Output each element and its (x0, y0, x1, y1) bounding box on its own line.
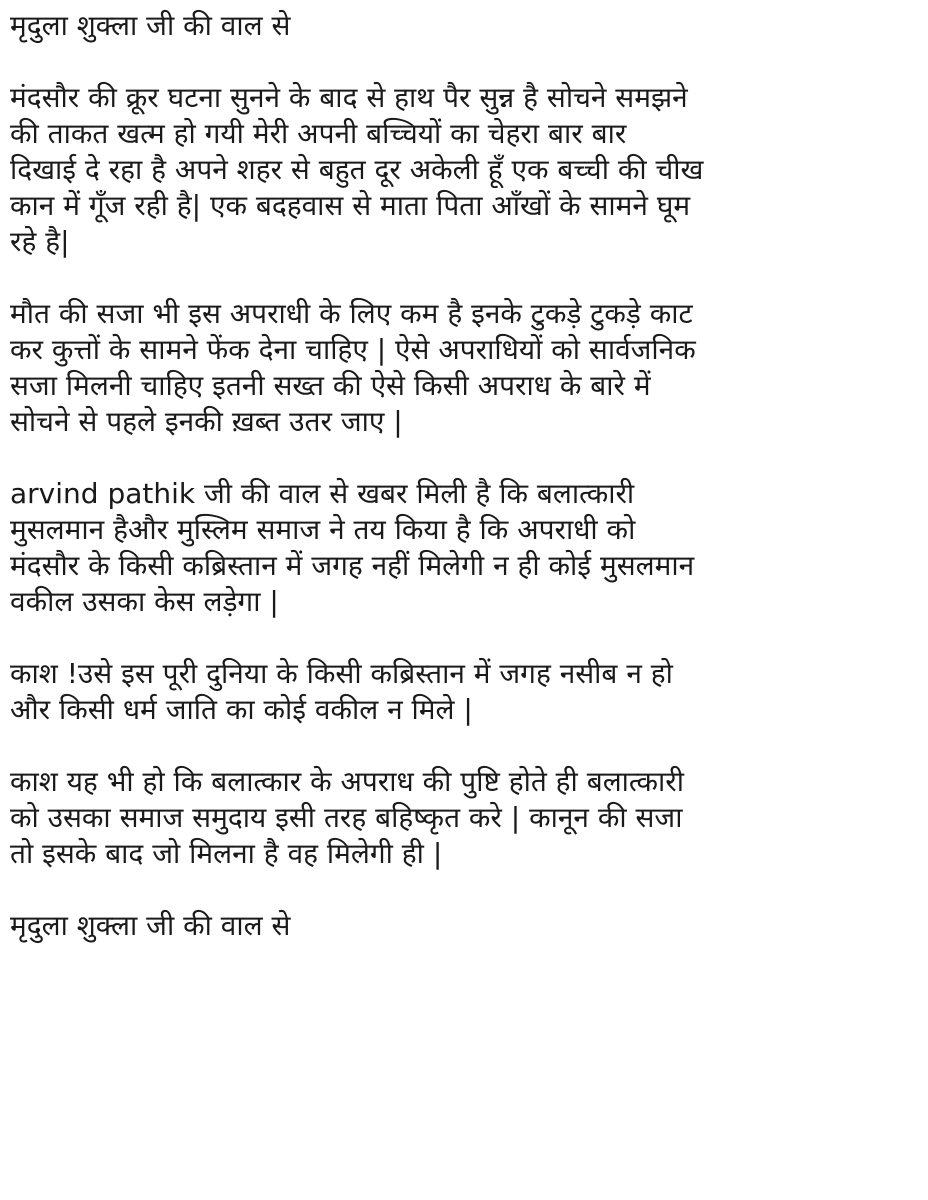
paragraph-gap (10, 872, 922, 908)
paragraph-3 (10, 476, 922, 620)
text-line: कर कुत्तों के सामने फेंक देना चाहिए | ऐसे अपराधियों को सार्वजनिक (10, 333, 696, 366)
paragraph-4 (10, 656, 922, 728)
paragraph-gap (10, 44, 922, 80)
text-line: मौत की सजा भी इस अपराधी के लिए कम है इनके टुकड़े टुकड़े काट (10, 297, 693, 330)
paragraph-gap (10, 728, 922, 764)
text-line: काश यह भी हो कि बलात्कार के अपराध की पुष्टि होते ही बलात्कारी (10, 765, 684, 798)
text-line: मंदसौर की क्रूर घटना सुनने के बाद से हाथ पैर सुन्न है सोचने समझने (10, 81, 688, 114)
text-line: arvind pathik जी की वाल से खबर मिली है कि बलात्कारी (10, 477, 635, 510)
document-header: मृदुला शुक्ला जी की वाल से (10, 9, 291, 42)
text-line: दिखाई दे रहा है अपने शहर से बहुत दूर अकेली हूँ एक बच्ची की चीख (10, 153, 704, 186)
text-line: और किसी धर्म जाति का कोई वकील न मिले | (10, 693, 473, 726)
text-line: सोचने से पहले इनकी ख़ब्त उतर जाए | (10, 405, 403, 438)
text-line: काश !उसे इस पूरी दुनिया के किसी कब्रिस्तान में जगह नसीब न हो (10, 657, 673, 690)
text-line: को उसका समाज समुदाय इसी तरह बहिष्कृत करे | कानून की सजा (10, 801, 683, 834)
text-line: मुसलमान हैऔर मुस्लिम समाज ने तय किया है कि अपराधी को (10, 513, 636, 546)
paragraph-5 (10, 764, 922, 872)
text-line: सजा मिलनी चाहिए इतनी सख्त की ऐसे किसी अपराध के बारे में (10, 369, 651, 402)
document-body (10, 8, 922, 944)
document-footer: मृदुला शुक्ला जी की वाल से (10, 909, 291, 942)
text-line: की ताकत खत्म हो गयी मेरी अपनी बच्चियों का चेहरा बार बार (10, 117, 627, 150)
text-line: तो इसके बाद जो मिलना है वह मिलेगी ही | (10, 837, 443, 870)
paragraph-gap (10, 620, 922, 656)
paragraph-1 (10, 80, 922, 260)
paragraph-gap (10, 260, 922, 296)
text-line: रहे है| (10, 225, 70, 258)
paragraph-gap (10, 440, 922, 476)
text-line: मंदसौर के किसी कब्रिस्तान में जगह नहीं मिलेगी न ही कोई मुसलमान (10, 549, 695, 582)
text-line: वकील उसका केस लड़ेगा | (10, 585, 279, 618)
text-line: कान में गूँज रही है| एक बदहवास से माता पिता आँखों के सामने घूम (10, 189, 691, 222)
paragraph-2 (10, 296, 922, 440)
